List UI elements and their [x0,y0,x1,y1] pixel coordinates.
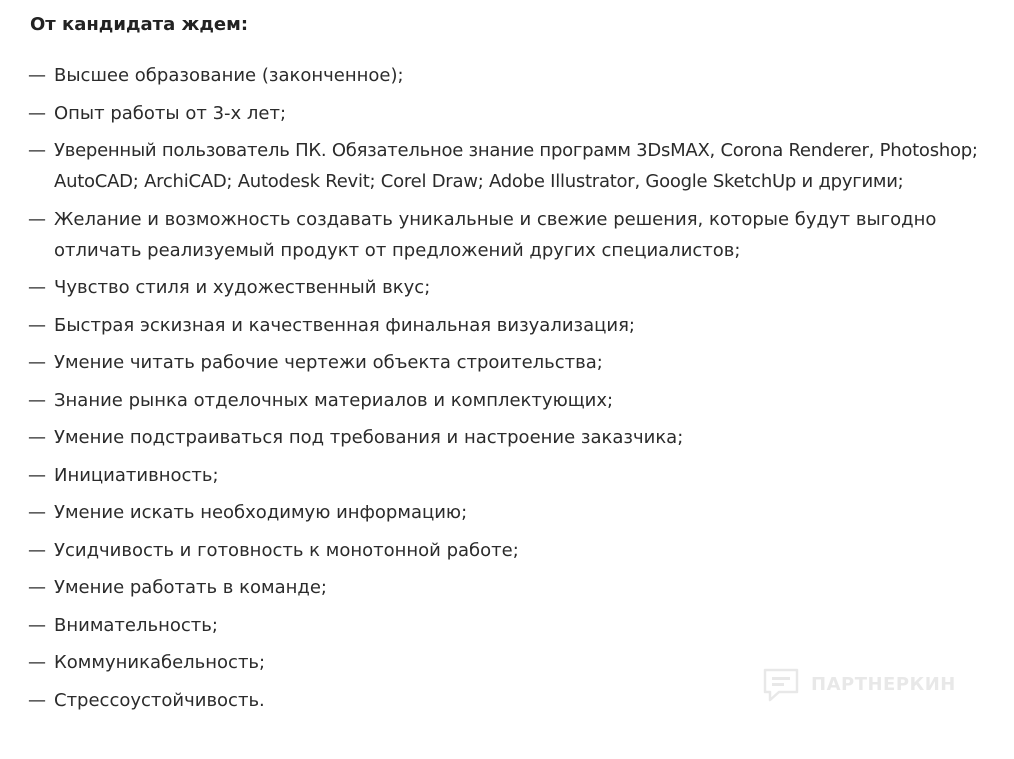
list-item [28,98,998,129]
bullet-dash: — [28,502,46,523]
bullet-dash: — [28,614,46,636]
bullet-dash: — [28,539,46,561]
list-item [28,572,998,603]
list-item [28,60,998,91]
list-item-text: Усидчивость и готовность к монотонной работе; [54,539,519,561]
list-item-text: Умение работать в команде; [54,577,327,598]
bullet-dash: — [28,652,46,673]
watermark [761,664,956,704]
list-item [28,422,998,453]
list-item-text: Желание и возможность создавать уникальные и свежие решения, которые будут выгодно отличать реализуемый продукт от предложений других специалистов; [54,208,937,261]
list-item-text: Опыт работы от 3-х лет; [54,102,287,124]
list-item-text: Инициативность; [54,464,219,486]
list-item-text: Знание рынка отделочных материалов и комплектующих; [54,389,614,411]
bullet-dash: — [28,208,46,230]
list-item-text: Стрессоустойчивость. [54,689,265,711]
bullet-dash: — [28,65,46,86]
bullet-dash: — [28,464,46,486]
bullet-dash: — [28,577,46,598]
section-heading: От кандидата ждем: [30,14,249,35]
bullet-dash: — [28,102,46,124]
list-item-text: Быстрая эскизная и качественная финальная визуализация; [54,314,635,336]
list-item-text: Коммуникабельность; [54,652,266,673]
list-item [28,272,998,303]
list-item-text: Умение подстраиваться под требования и настроение заказчика; [54,427,684,448]
list-item [28,460,998,491]
bullet-dash: — [28,427,46,448]
bullet-dash: — [28,389,46,411]
chat-bubble-icon [761,664,801,704]
bullet-dash: — [28,689,46,711]
list-item [28,385,998,416]
list-item [28,535,998,566]
list-item-text: Высшее образование (законченное); [54,65,404,86]
list-item [28,204,998,266]
bullet-dash: — [28,314,46,336]
bullet-dash: — [28,352,46,373]
list-item-text: Уверенный пользователь ПК. Обязательное знание программ 3DsMAX, Corona Renderer, Photoshop; AutoCAD; ArchiCAD; Autodesk Revit; Corel Draw; Adobe Illustrator, Google SketchUp и другими; [54,140,978,192]
list-item-text: Умение читать рабочие чертежи объекта строительства; [54,352,603,373]
list-item-text: Чувство стиля и художественный вкус; [54,277,431,298]
list-item [28,347,998,378]
list-item-text: Внимательность; [54,614,218,636]
bullet-dash: — [28,277,46,298]
requirements-list [28,60,998,722]
list-item [28,310,998,341]
bullet-dash: — [28,140,46,161]
list-item-text: Умение искать необходимую информацию; [54,502,468,523]
watermark-text: ПАРТНЕРКИН [811,673,956,695]
list-item [28,135,998,197]
list-item [28,610,998,641]
list-item [28,497,998,528]
